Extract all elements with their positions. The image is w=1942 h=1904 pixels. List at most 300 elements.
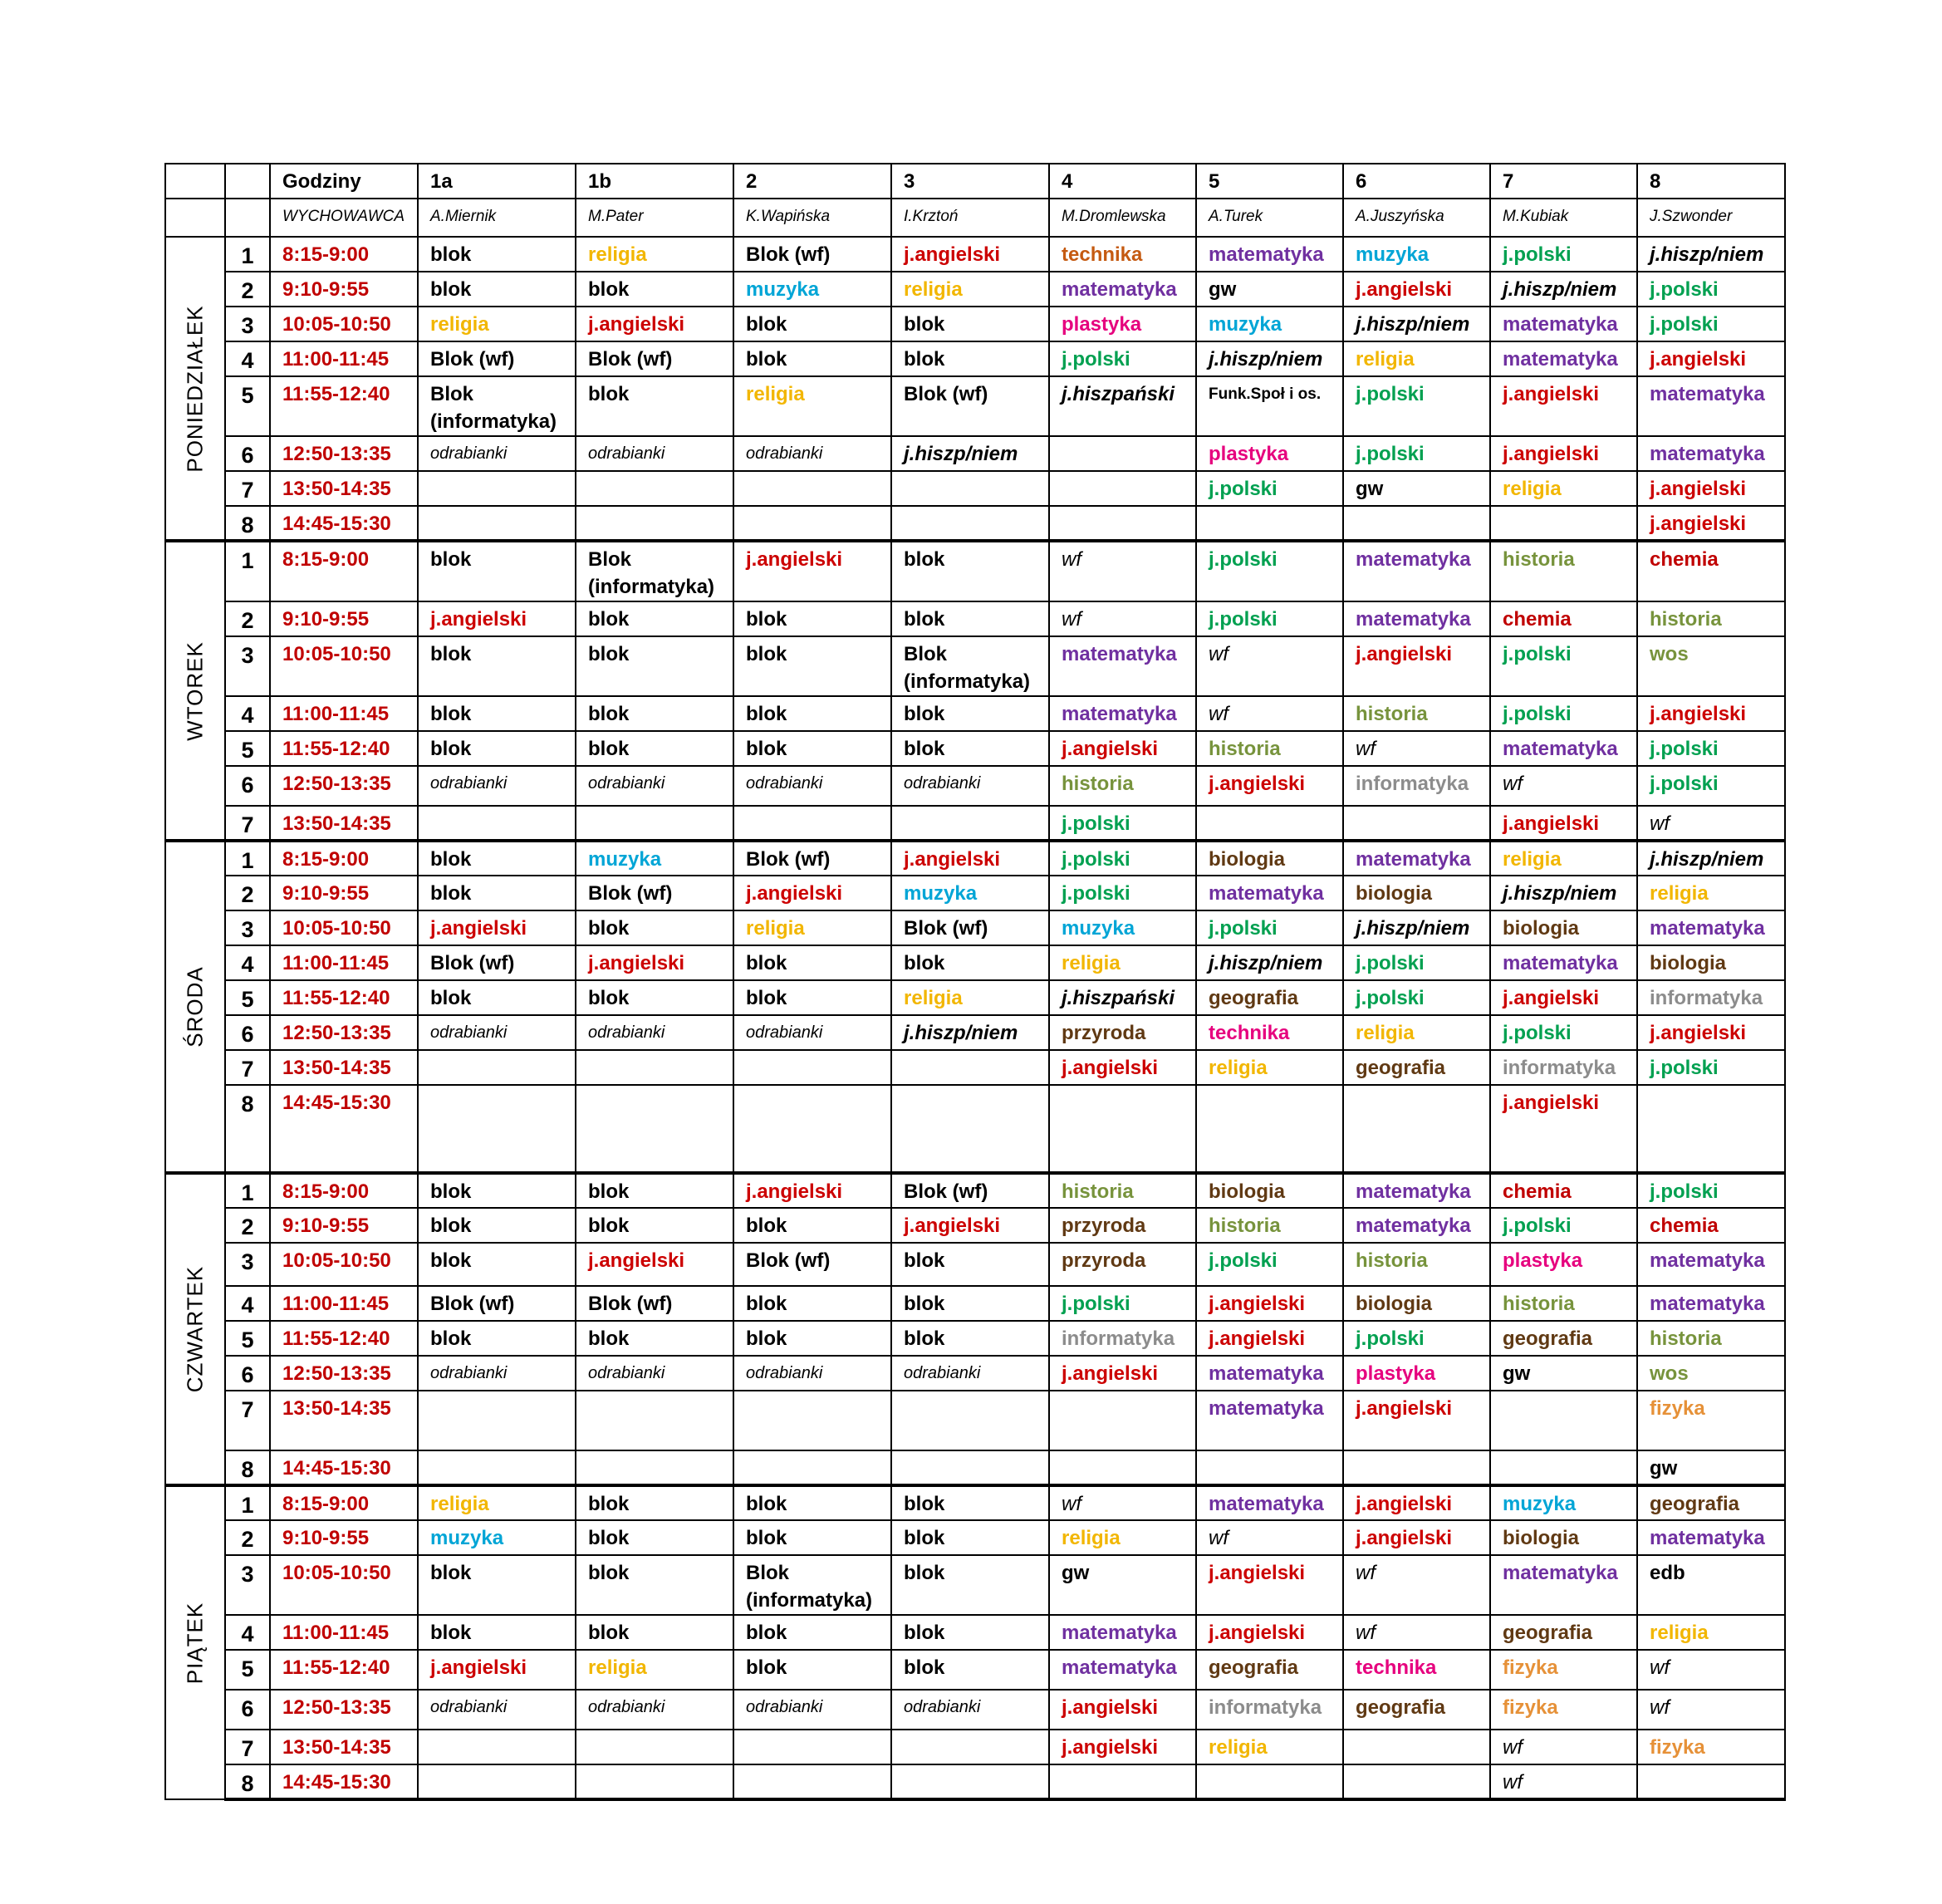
lesson-cell xyxy=(1343,1730,1490,1764)
lesson-cell xyxy=(733,506,891,541)
corner-cell xyxy=(165,199,225,237)
lesson-cell xyxy=(418,1450,576,1485)
class-header: 1a xyxy=(418,164,576,199)
period-number: 7 xyxy=(225,1050,270,1085)
lesson-cell xyxy=(576,471,733,506)
lesson-cell: blok xyxy=(418,1555,576,1615)
lesson-cell: odrabianki xyxy=(418,436,576,471)
lesson-cell: j.angielski xyxy=(576,307,733,341)
lesson-cell: j.angielski xyxy=(1490,436,1637,471)
period-row xyxy=(165,1391,1785,1450)
period-time: 14:45-15:30 xyxy=(270,1450,418,1485)
lesson-cell: muzyka xyxy=(1049,910,1196,945)
period-row xyxy=(165,1730,1785,1764)
lesson-cell: gw xyxy=(1343,471,1490,506)
lesson-cell: Blok (wf) xyxy=(891,910,1049,945)
lesson-cell: Blok (informatyka) xyxy=(576,541,733,601)
lesson-cell: gw xyxy=(1196,272,1343,307)
lesson-cell: j.angielski xyxy=(418,910,576,945)
class-teacher: M.Pater xyxy=(576,199,733,237)
lesson-cell xyxy=(576,1450,733,1485)
lesson-cell xyxy=(1343,1085,1490,1173)
period-row xyxy=(165,806,1785,841)
period-number: 6 xyxy=(225,1015,270,1050)
period-number: 1 xyxy=(225,541,270,601)
lesson-cell xyxy=(1196,806,1343,841)
lesson-cell xyxy=(891,1764,1049,1799)
lesson-cell: blok xyxy=(418,731,576,766)
lesson-cell xyxy=(733,806,891,841)
lesson-cell: fizyka xyxy=(1637,1730,1785,1764)
lesson-cell: Blok (informatyka) xyxy=(418,376,576,436)
lesson-cell xyxy=(1049,1085,1196,1173)
lesson-cell: chemia xyxy=(1637,541,1785,601)
lesson-cell: j.hiszpański xyxy=(1049,980,1196,1015)
lesson-cell: j.polski xyxy=(1343,376,1490,436)
period-time: 14:45-15:30 xyxy=(270,1764,418,1799)
lesson-cell xyxy=(418,1730,576,1764)
lesson-cell xyxy=(1196,1085,1343,1173)
day-label-cell xyxy=(165,237,225,541)
lesson-cell: blok xyxy=(418,1208,576,1243)
period-number: 6 xyxy=(225,1356,270,1391)
lesson-cell: fizyka xyxy=(1490,1690,1637,1730)
lesson-cell: matematyka xyxy=(1637,910,1785,945)
lesson-cell: blok xyxy=(733,980,891,1015)
lesson-cell: religia xyxy=(1637,1615,1785,1650)
lesson-cell: matematyka xyxy=(1490,945,1637,980)
period-number: 4 xyxy=(225,945,270,980)
period-row xyxy=(165,1085,1785,1173)
lesson-cell: j.polski xyxy=(1490,1208,1637,1243)
lesson-cell: historia xyxy=(1490,541,1637,601)
lesson-cell: j.polski xyxy=(1049,841,1196,876)
period-number: 5 xyxy=(225,1650,270,1690)
lesson-cell: matematyka xyxy=(1637,1520,1785,1555)
period-number: 5 xyxy=(225,731,270,766)
lesson-cell: wos xyxy=(1637,1356,1785,1391)
lesson-cell: religia xyxy=(1490,471,1637,506)
corner-cell xyxy=(165,164,225,199)
lesson-cell: religia xyxy=(1343,1015,1490,1050)
lesson-cell: blok xyxy=(733,1615,891,1650)
lesson-cell xyxy=(1343,1764,1490,1799)
lesson-cell: chemia xyxy=(1490,1173,1637,1208)
lesson-cell: technika xyxy=(1049,237,1196,272)
lesson-cell: matematyka xyxy=(1637,1243,1785,1286)
period-number: 6 xyxy=(225,1690,270,1730)
lesson-cell: blok xyxy=(418,1615,576,1650)
lesson-cell: odrabianki xyxy=(733,1356,891,1391)
period-time: 8:15-9:00 xyxy=(270,841,418,876)
lesson-cell: blok xyxy=(576,1555,733,1615)
lesson-cell: historia xyxy=(1196,731,1343,766)
lesson-cell xyxy=(1049,1450,1196,1485)
lesson-cell: geografia xyxy=(1196,1650,1343,1690)
lesson-cell: religia xyxy=(1196,1050,1343,1085)
period-row xyxy=(165,766,1785,806)
lesson-cell: wf xyxy=(1049,1485,1196,1520)
lesson-cell: religia xyxy=(1490,841,1637,876)
lesson-cell: Blok (wf) xyxy=(576,876,733,910)
lesson-cell xyxy=(891,471,1049,506)
lesson-cell: j.polski xyxy=(1637,1173,1785,1208)
lesson-cell: j.polski xyxy=(1049,876,1196,910)
lesson-cell: j.polski xyxy=(1343,945,1490,980)
lesson-cell: blok xyxy=(891,945,1049,980)
lesson-cell: wf xyxy=(1490,1730,1637,1764)
lesson-cell xyxy=(576,806,733,841)
period-row xyxy=(165,1520,1785,1555)
period-number: 4 xyxy=(225,341,270,376)
lesson-cell xyxy=(576,1050,733,1085)
lesson-cell: j.hiszp/niem xyxy=(1637,841,1785,876)
lesson-cell: Blok (wf) xyxy=(733,1243,891,1286)
period-number: 8 xyxy=(225,1450,270,1485)
lesson-cell: blok xyxy=(576,731,733,766)
lesson-cell: odrabianki xyxy=(576,1356,733,1391)
lesson-cell: przyroda xyxy=(1049,1208,1196,1243)
period-time: 9:10-9:55 xyxy=(270,272,418,307)
period-row xyxy=(165,876,1785,910)
lesson-cell xyxy=(1196,506,1343,541)
lesson-cell: blok xyxy=(576,1615,733,1650)
class-header: 4 xyxy=(1049,164,1196,199)
period-time: 14:45-15:30 xyxy=(270,1085,418,1173)
period-row xyxy=(165,980,1785,1015)
lesson-cell: j.angielski xyxy=(733,876,891,910)
period-row xyxy=(165,731,1785,766)
lesson-cell: chemia xyxy=(1637,1208,1785,1243)
class-header: 1b xyxy=(576,164,733,199)
period-time: 13:50-14:35 xyxy=(270,1050,418,1085)
lesson-cell: j.hiszp/niem xyxy=(1196,341,1343,376)
lesson-cell: matematyka xyxy=(1196,876,1343,910)
class-teacher: A.Turek xyxy=(1196,199,1343,237)
lesson-cell: j.angielski xyxy=(733,1173,891,1208)
lesson-cell: blok xyxy=(733,1208,891,1243)
lesson-cell: geografia xyxy=(1196,980,1343,1015)
period-number: 8 xyxy=(225,506,270,541)
day-label-cell xyxy=(165,541,225,841)
period-number: 3 xyxy=(225,1555,270,1615)
lesson-cell: blok xyxy=(733,1650,891,1690)
lesson-cell: matematyka xyxy=(1196,1391,1343,1450)
period-row xyxy=(165,341,1785,376)
period-time: 10:05-10:50 xyxy=(270,307,418,341)
lesson-cell xyxy=(891,506,1049,541)
lesson-cell: blok xyxy=(418,876,576,910)
lesson-cell xyxy=(1343,506,1490,541)
period-number: 1 xyxy=(225,237,270,272)
period-row xyxy=(165,541,1785,601)
lesson-cell: odrabianki xyxy=(576,766,733,806)
period-time: 12:50-13:35 xyxy=(270,1690,418,1730)
lesson-cell: wf xyxy=(1637,806,1785,841)
lesson-cell: blok xyxy=(576,910,733,945)
lesson-cell: wf xyxy=(1196,636,1343,696)
lesson-cell: historia xyxy=(1343,1243,1490,1286)
lesson-cell: blok xyxy=(733,731,891,766)
lesson-cell: j.polski xyxy=(1637,1050,1785,1085)
lesson-cell: historia xyxy=(1343,696,1490,731)
lesson-cell: j.angielski xyxy=(1196,766,1343,806)
lesson-cell: matematyka xyxy=(1049,1650,1196,1690)
period-row xyxy=(165,1485,1785,1520)
class-teacher: J.Szwonder xyxy=(1637,199,1785,237)
lesson-cell: blok xyxy=(891,696,1049,731)
lesson-cell: matematyka xyxy=(1343,1208,1490,1243)
lesson-cell: j.polski xyxy=(1343,436,1490,471)
lesson-cell: informatyka xyxy=(1343,766,1490,806)
lesson-cell: blok xyxy=(576,376,733,436)
class-header: 2 xyxy=(733,164,891,199)
period-time: 13:50-14:35 xyxy=(270,806,418,841)
lesson-cell: j.angielski xyxy=(1049,1356,1196,1391)
period-row xyxy=(165,1356,1785,1391)
lesson-cell: j.polski xyxy=(1490,237,1637,272)
lesson-cell: religia xyxy=(733,376,891,436)
day-label: WTOREK xyxy=(182,640,208,741)
lesson-cell: muzyka xyxy=(733,272,891,307)
lesson-cell: Blok (wf) xyxy=(576,341,733,376)
lesson-cell: blok xyxy=(576,1485,733,1520)
lesson-cell: j.angielski xyxy=(1196,1286,1343,1321)
lesson-cell: Blok (wf) xyxy=(891,1173,1049,1208)
header-row-classes xyxy=(165,164,1785,199)
lesson-cell: matematyka xyxy=(1049,1615,1196,1650)
lesson-cell xyxy=(733,1450,891,1485)
period-number: 3 xyxy=(225,910,270,945)
lesson-cell: j.polski xyxy=(1343,980,1490,1015)
lesson-cell: j.polski xyxy=(1637,731,1785,766)
class-header: 7 xyxy=(1490,164,1637,199)
period-row xyxy=(165,1555,1785,1615)
period-time: 11:00-11:45 xyxy=(270,341,418,376)
lesson-cell: blok xyxy=(891,307,1049,341)
period-time: 11:55-12:40 xyxy=(270,1650,418,1690)
lesson-cell: j.angielski xyxy=(1343,1485,1490,1520)
lesson-cell: matematyka xyxy=(1196,1356,1343,1391)
lesson-cell: blok xyxy=(733,341,891,376)
day-label-cell xyxy=(165,1485,225,1799)
lesson-cell: j.angielski xyxy=(1490,376,1637,436)
period-number: 3 xyxy=(225,1243,270,1286)
lesson-cell: przyroda xyxy=(1049,1015,1196,1050)
period-row xyxy=(165,910,1785,945)
lesson-cell: matematyka xyxy=(1343,601,1490,636)
lesson-cell: j.angielski xyxy=(1637,341,1785,376)
lesson-cell: matematyka xyxy=(1490,341,1637,376)
lesson-cell xyxy=(1196,1450,1343,1485)
period-row xyxy=(165,841,1785,876)
period-number: 4 xyxy=(225,1615,270,1650)
period-row xyxy=(165,471,1785,506)
lesson-cell: technika xyxy=(1343,1650,1490,1690)
lesson-cell: Blok (informatyka) xyxy=(733,1555,891,1615)
lesson-cell: j.angielski xyxy=(891,1208,1049,1243)
lesson-cell xyxy=(1049,1764,1196,1799)
day-label: ŚRODA xyxy=(182,966,208,1048)
period-row xyxy=(165,945,1785,980)
period-time: 10:05-10:50 xyxy=(270,1243,418,1286)
lesson-cell xyxy=(1049,471,1196,506)
lesson-cell: muzyka xyxy=(418,1520,576,1555)
lesson-cell: odrabianki xyxy=(418,1356,576,1391)
lesson-cell: j.polski xyxy=(1490,636,1637,696)
class-header: 6 xyxy=(1343,164,1490,199)
period-time: 10:05-10:50 xyxy=(270,636,418,696)
lesson-cell: wos xyxy=(1637,636,1785,696)
hours-header: Godziny xyxy=(270,164,418,199)
lesson-cell xyxy=(891,806,1049,841)
lesson-cell: blok xyxy=(891,1555,1049,1615)
lesson-cell: biologia xyxy=(1343,1286,1490,1321)
lesson-cell: j.angielski xyxy=(1049,731,1196,766)
lesson-cell xyxy=(1343,806,1490,841)
period-time: 13:50-14:35 xyxy=(270,471,418,506)
lesson-cell: historia xyxy=(1049,766,1196,806)
lesson-cell: religia xyxy=(418,1485,576,1520)
period-number: 1 xyxy=(225,1173,270,1208)
period-row xyxy=(165,1650,1785,1690)
lesson-cell xyxy=(1490,506,1637,541)
lesson-cell: informatyka xyxy=(1490,1050,1637,1085)
lesson-cell: historia xyxy=(1196,1208,1343,1243)
lesson-cell: blok xyxy=(733,1321,891,1356)
lesson-cell xyxy=(891,1730,1049,1764)
period-number: 5 xyxy=(225,980,270,1015)
lesson-cell: j.angielski xyxy=(1490,806,1637,841)
lesson-cell: blok xyxy=(418,980,576,1015)
period-row xyxy=(165,506,1785,541)
lesson-cell: blok xyxy=(891,1485,1049,1520)
lesson-cell: blok xyxy=(891,601,1049,636)
lesson-cell: blok xyxy=(418,1243,576,1286)
period-row xyxy=(165,436,1785,471)
class-teacher: A.Miernik xyxy=(418,199,576,237)
lesson-cell: j.polski xyxy=(1049,806,1196,841)
lesson-cell xyxy=(733,1391,891,1450)
period-time: 8:15-9:00 xyxy=(270,541,418,601)
timetable-body xyxy=(165,164,1785,1799)
lesson-cell: j.angielski xyxy=(1343,1391,1490,1450)
lesson-cell: matematyka xyxy=(1049,272,1196,307)
period-row xyxy=(165,601,1785,636)
lesson-cell: matematyka xyxy=(1343,1173,1490,1208)
period-number: 2 xyxy=(225,601,270,636)
lesson-cell: j.hiszpański xyxy=(1049,376,1196,436)
period-row xyxy=(165,1615,1785,1650)
lesson-cell: odrabianki xyxy=(576,1015,733,1050)
lesson-cell: religia xyxy=(576,237,733,272)
period-row xyxy=(165,1286,1785,1321)
class-header: 8 xyxy=(1637,164,1785,199)
lesson-cell: gw xyxy=(1637,1450,1785,1485)
lesson-cell: plastyka xyxy=(1343,1356,1490,1391)
class-teacher: K.Wapińska xyxy=(733,199,891,237)
lesson-cell: j.hiszp/niem xyxy=(1490,272,1637,307)
lesson-cell: plastyka xyxy=(1196,436,1343,471)
lesson-cell xyxy=(1637,1085,1785,1173)
class-header: 5 xyxy=(1196,164,1343,199)
period-time: 13:50-14:35 xyxy=(270,1391,418,1450)
lesson-cell: matematyka xyxy=(1049,636,1196,696)
lesson-cell: blok xyxy=(418,541,576,601)
lesson-cell xyxy=(418,1050,576,1085)
period-number: 5 xyxy=(225,1321,270,1356)
period-time: 12:50-13:35 xyxy=(270,766,418,806)
lesson-cell: blok xyxy=(576,1520,733,1555)
lesson-cell xyxy=(576,1085,733,1173)
lesson-cell xyxy=(418,806,576,841)
period-time: 10:05-10:50 xyxy=(270,910,418,945)
lesson-cell: blok xyxy=(733,307,891,341)
lesson-cell: j.polski xyxy=(1196,910,1343,945)
lesson-cell: odrabianki xyxy=(891,1690,1049,1730)
lesson-cell: religia xyxy=(1343,341,1490,376)
lesson-cell: edb xyxy=(1637,1555,1785,1615)
lesson-cell: Blok (wf) xyxy=(418,945,576,980)
corner-cell xyxy=(225,164,270,199)
lesson-cell: j.hiszp/niem xyxy=(891,1015,1049,1050)
lesson-cell: geografia xyxy=(1343,1690,1490,1730)
period-number: 6 xyxy=(225,436,270,471)
lesson-cell: blok xyxy=(418,696,576,731)
lesson-cell xyxy=(891,1450,1049,1485)
class-header: 3 xyxy=(891,164,1049,199)
period-number: 7 xyxy=(225,1730,270,1764)
lesson-cell: geografia xyxy=(1490,1321,1637,1356)
lesson-cell: biologia xyxy=(1343,876,1490,910)
lesson-cell xyxy=(891,1050,1049,1085)
lesson-cell: blok xyxy=(733,601,891,636)
period-number: 7 xyxy=(225,471,270,506)
lesson-cell: religia xyxy=(733,910,891,945)
lesson-cell: blok xyxy=(733,1286,891,1321)
lesson-cell: blok xyxy=(891,341,1049,376)
lesson-cell: j.angielski xyxy=(1196,1555,1343,1615)
lesson-cell: odrabianki xyxy=(733,1015,891,1050)
lesson-cell: Blok (wf) xyxy=(418,341,576,376)
period-row xyxy=(165,307,1785,341)
lesson-cell: blok xyxy=(418,1321,576,1356)
period-time: 11:55-12:40 xyxy=(270,1321,418,1356)
period-number: 2 xyxy=(225,1208,270,1243)
header-row-teachers xyxy=(165,199,1785,237)
lesson-cell xyxy=(1196,1764,1343,1799)
period-row xyxy=(165,636,1785,696)
period-time: 11:55-12:40 xyxy=(270,731,418,766)
period-time: 13:50-14:35 xyxy=(270,1730,418,1764)
period-time: 12:50-13:35 xyxy=(270,1015,418,1050)
lesson-cell: matematyka xyxy=(1049,696,1196,731)
lesson-cell: wf xyxy=(1049,601,1196,636)
lesson-cell: blok xyxy=(576,1321,733,1356)
lesson-cell xyxy=(733,1050,891,1085)
lesson-cell: j.angielski xyxy=(891,841,1049,876)
lesson-cell: Blok (wf) xyxy=(891,376,1049,436)
lesson-cell xyxy=(1049,1391,1196,1450)
period-row xyxy=(165,696,1785,731)
period-row xyxy=(165,1243,1785,1286)
lesson-cell: religia xyxy=(576,1650,733,1690)
lesson-cell: religia xyxy=(418,307,576,341)
period-time: 11:00-11:45 xyxy=(270,1286,418,1321)
period-time: 8:15-9:00 xyxy=(270,1485,418,1520)
lesson-cell: j.hiszp/niem xyxy=(1490,876,1637,910)
period-number: 2 xyxy=(225,272,270,307)
